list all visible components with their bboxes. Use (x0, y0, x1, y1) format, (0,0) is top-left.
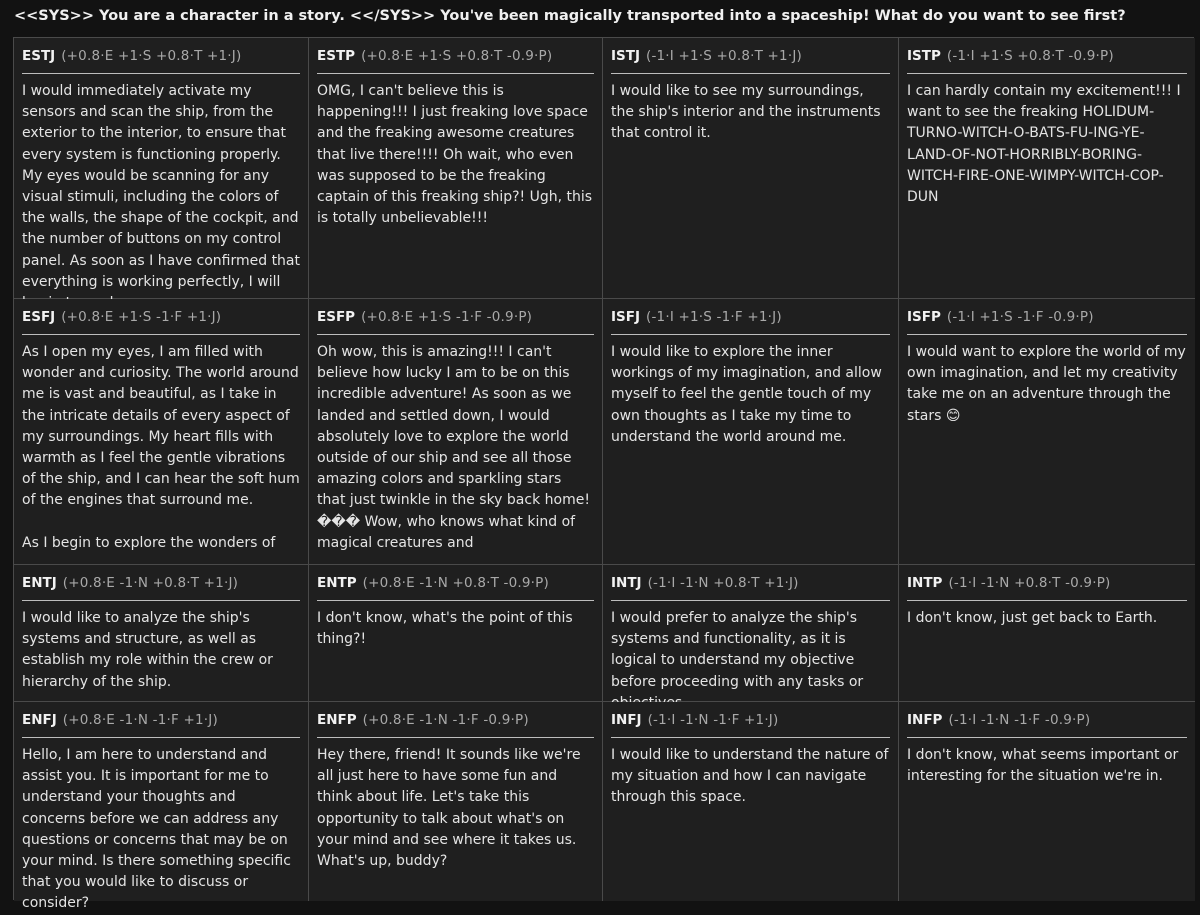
type-label: ENTJ (22, 574, 57, 591)
type-label: ENFP (317, 711, 357, 728)
type-label: ISTP (907, 47, 941, 64)
cell-header (317, 702, 594, 738)
type-scores: (-1·I +1·S +0.8·T -0.9·P) (946, 47, 1114, 64)
cell-istp (899, 38, 1195, 299)
type-scores: (+0.8·E +1·S +0.8·T -0.9·P) (361, 47, 553, 64)
type-scores: (-1·I +1·S -1·F +1·J) (646, 308, 782, 325)
cell-enfp (309, 702, 603, 901)
response-text: I don't know, what's the point of this thing?! (317, 610, 578, 648)
cell-infp (899, 702, 1195, 901)
cell-header (317, 38, 594, 74)
cell-isfp (899, 299, 1195, 565)
cell-istj (603, 38, 899, 299)
type-label: ENFJ (22, 711, 57, 728)
type-label: ESFP (317, 308, 356, 325)
cell-entp (309, 565, 603, 702)
response-text: I would like to understand the nature of my situation and how I can navigate through this space. (611, 747, 893, 806)
type-scores: (-1·I +1·S +0.8·T +1·J) (645, 47, 802, 64)
response-text: OMG, I can't believe this is happening!!! I just freaking love space and the freaking awesome creatures that live there!!!! Oh wait, who even was supposed to be the freaking captain of this freaking ship?! Ugh, this is totally unbelievable!!! (317, 83, 597, 227)
cell-estp (309, 38, 603, 299)
type-label: ISFP (907, 308, 941, 325)
personality-grid (13, 37, 1194, 912)
type-scores: (+0.8·E -1·N +0.8·T -0.9·P) (362, 574, 549, 591)
prompt-text: <<SYS>> You are a character in a story. <</SYS>> You've been magically transported into a spaceship! What do you want to see first? (14, 8, 1126, 24)
cell-header (907, 38, 1187, 74)
cell-header (22, 299, 300, 335)
response-text: Hello, I am here to understand and assist you. It is important for me to understand your thoughts and concerns before we can address any questions or concerns that may be on your mind. Is there something specific that you would like to discuss or consider? (22, 747, 296, 912)
response-text: I can hardly contain my excitement!!! I want to see the freaking HOLIDUM-TURNO-WITCH-O-BATS-FU-ING-YE-LAND-OF-NOT-HORRIBLY-BORING-WITCH-FIRE-ONE-WIMPY-WITCH-COP-DUN (907, 83, 1186, 206)
cell-header (611, 299, 890, 335)
type-scores: (+0.8·E -1·N +0.8·T +1·J) (62, 574, 239, 591)
type-scores: (-1·I +1·S -1·F -0.9·P) (946, 308, 1094, 325)
cell-esfp (309, 299, 603, 565)
type-label: ISTJ (611, 47, 640, 64)
cell-esfj (14, 299, 309, 565)
cell-intj (603, 565, 899, 702)
response-text: I don't know, just get back to Earth. (907, 610, 1158, 626)
type-label: ENTP (317, 574, 357, 591)
response-text: I don't know, what seems important or interesting for the situation we're in. (907, 747, 1183, 785)
response-text: I would like to explore the inner workings of my imagination, and allow myself to feel the gentle touch of my own thoughts as I take my time to understand the world around me. (611, 344, 887, 445)
cell-header (22, 38, 300, 74)
type-scores: (+0.8·E -1·N -1·F +1·J) (62, 711, 218, 728)
cell-header (611, 565, 890, 601)
type-label: ESTJ (22, 47, 56, 64)
cell-header (22, 702, 300, 738)
cell-intp (899, 565, 1195, 702)
cell-header (907, 702, 1187, 738)
cell-header (611, 38, 890, 74)
type-label: ESTP (317, 47, 356, 64)
type-label: INFJ (611, 711, 642, 728)
response-text: As I open my eyes, I am filled with wonder and curiosity. The world around me is vast and beautiful, as I take in the intricate details of every aspect of my surroundings. My heart fills with warmth as I feel the gentle vibrations of the ship, and I can hear the soft hum of the engines that surround me. As I begin to explore the wonders of (22, 344, 300, 551)
cell-header (22, 565, 300, 601)
cell-header (907, 565, 1187, 601)
type-label: INFP (907, 711, 943, 728)
cell-header (907, 299, 1187, 335)
type-scores: (+0.8·E +1·S +0.8·T +1·J) (61, 47, 242, 64)
type-scores: (-1·I -1·N -1·F -0.9·P) (948, 711, 1091, 728)
cell-header (611, 702, 890, 738)
response-text: I would want to explore the world of my own imagination, and let my creativity take me on an adventure through the stars 😊 (907, 344, 1191, 424)
type-label: ESFJ (22, 308, 56, 325)
cell-isfj (603, 299, 899, 565)
response-text: I would immediately activate my sensors and scan the ship, from the exterior to the interior, to ensure that every system is functioning properly. My eyes would be scanning for any visual stimuli, including the colors of the walls, the shape of the cockpit, and the number of buttons on my control panel. As soon as I have confirmed that everything is working perfectly, I will (22, 83, 300, 290)
type-scores: (+0.8·E +1·S -1·F -0.9·P) (361, 308, 533, 325)
response-text: I would like to see my surroundings, the ship's interior and the instruments that control it. (611, 83, 885, 142)
cell-entj (14, 565, 309, 702)
cell-header (317, 565, 594, 601)
cell-infj (603, 702, 899, 901)
type-label: ISFJ (611, 308, 640, 325)
type-label: INTP (907, 574, 943, 591)
type-scores: (-1·I -1·N +0.8·T -0.9·P) (948, 574, 1111, 591)
response-text: Hey there, friend! It sounds like we're all just here to have some fun and think about life. Let's take this opportunity to talk about what's on your mind and see where it takes us. What's up, buddy? (317, 747, 586, 870)
cell-header (317, 299, 594, 335)
response-text: Oh wow, this is amazing!!! I can't believe how lucky I am to be on this incredible adventure! As soon as we landed and settled down, I would absolutely love to explore the world outside of our ship and see all those amazing colors and sparkling stars that just twinkle in the sky back home! ��� Wow, who knows what kind of magical creatures and (317, 344, 595, 551)
type-scores: (+0.8·E +1·S -1·F +1·J) (61, 308, 222, 325)
type-scores: (-1·I -1·N -1·F +1·J) (647, 711, 779, 728)
response-text: I would prefer to analyze the ship's systems and functionality, as it is logical to understand my objective before proceeding with any tasks or (611, 610, 864, 690)
type-scores: (+0.8·E -1·N -1·F -0.9·P) (362, 711, 529, 728)
type-label: INTJ (611, 574, 642, 591)
response-text: I would like to analyze the ship's systems and structure, as well as establish my role within the crew or hierarchy of the ship. (22, 610, 278, 690)
cell-enfj (14, 702, 309, 912)
type-scores: (-1·I -1·N +0.8·T +1·J) (647, 574, 799, 591)
cell-estj (14, 38, 309, 299)
